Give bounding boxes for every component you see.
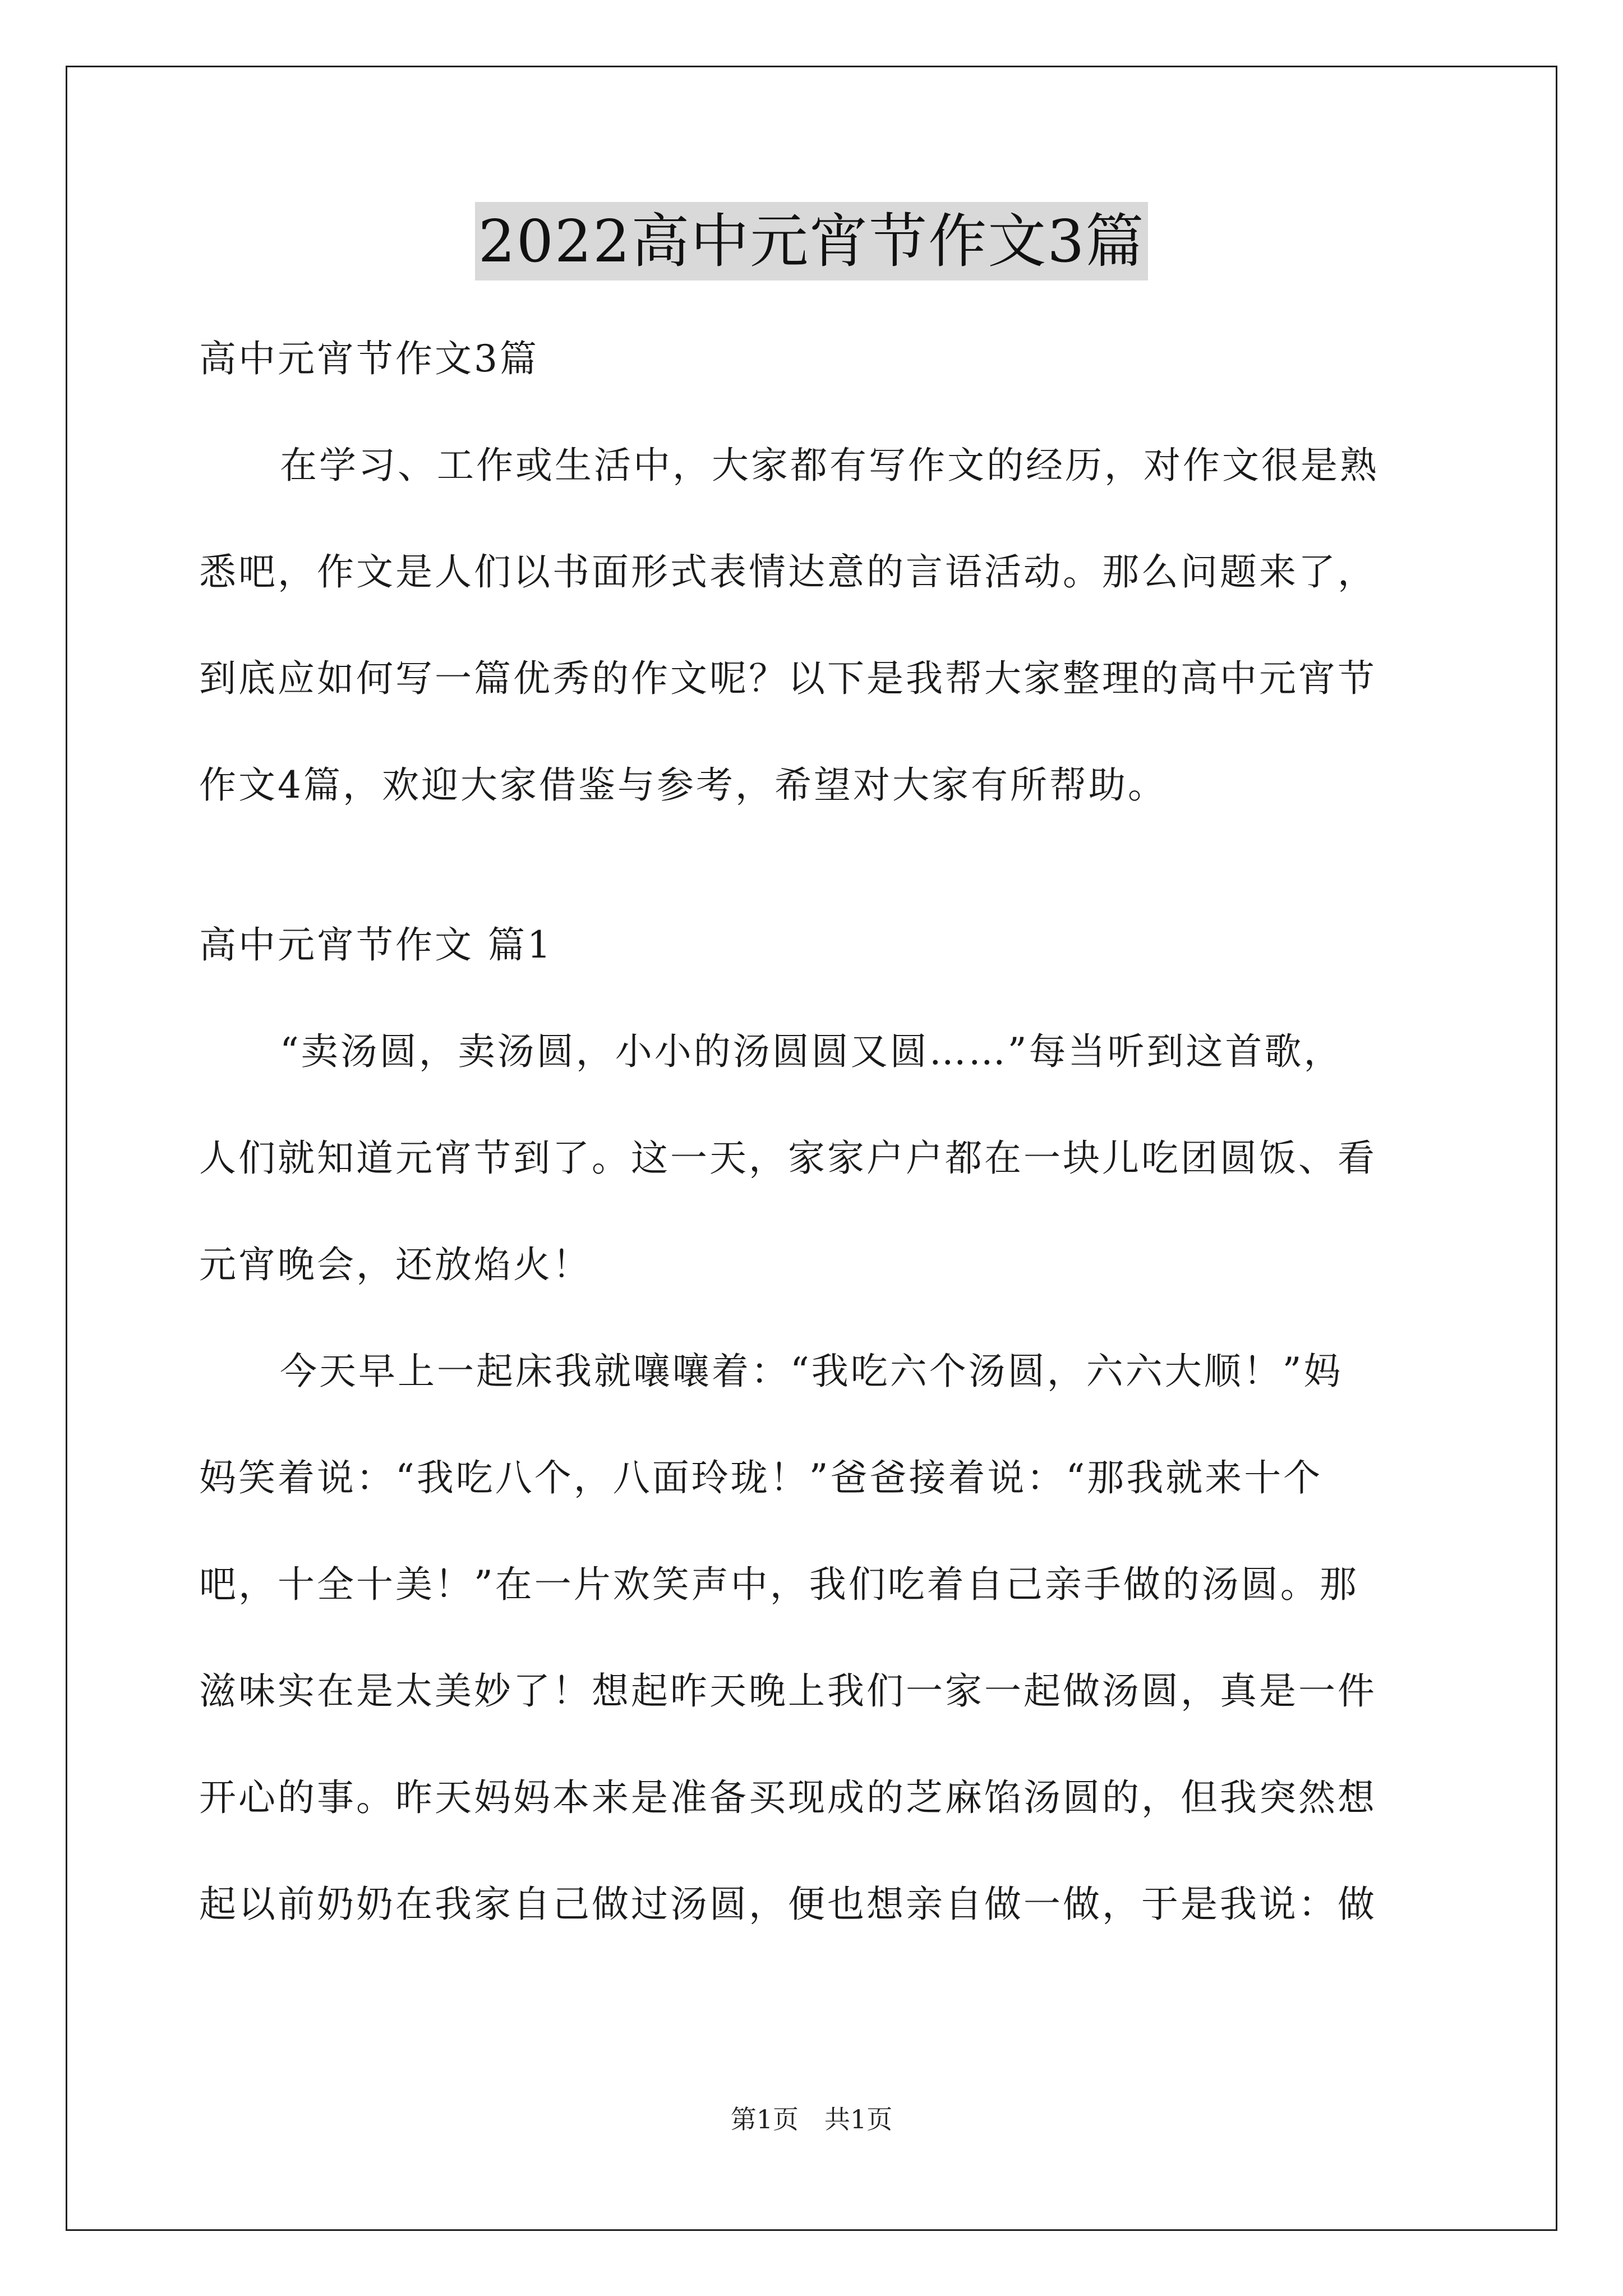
- document-title: 2022高中元宵节作文3篇: [475, 202, 1149, 280]
- section-heading: 高中元宵节作文 篇1: [199, 923, 553, 967]
- page-footer: 第1页 共1页: [730, 2104, 893, 2134]
- paragraph-line: 元宵晚会，还放焰火！: [199, 1243, 592, 1286]
- intro-line: 到底应如何写一篇优秀的作文呢？以下是我帮大家整理的高中元宵节: [199, 657, 1377, 700]
- paragraph-line: “卖汤圆，卖汤圆，小小的汤圆圆又圆……”每当听到这首歌，: [280, 1030, 1343, 1073]
- paragraph-line: 今天早上一起床我就嚷嚷着：“我吃六个汤圆，六六大顺！”妈: [280, 1350, 1343, 1393]
- paragraph-line: 起以前奶奶在我家自己做过汤圆，便也想亲自做一做，于是我说：做: [199, 1883, 1377, 1926]
- essay-paragraph-2: [199, 1318, 1433, 1958]
- paragraph-line: 吧，十全十美！”在一片欢笑声中，我们吃着自己亲手做的汤圆。那: [199, 1563, 1359, 1606]
- intro-paragraph: [199, 412, 1433, 839]
- essay-paragraph-1: [199, 999, 1433, 1318]
- document-subtitle: 高中元宵节作文3篇: [199, 337, 539, 380]
- section-spacer: [199, 839, 1433, 892]
- paragraph-line: 滋味实在是太美妙了！想起昨天晚上我们一家一起做汤圆，真是一件: [199, 1669, 1377, 1713]
- intro-line: 在学习、工作或生活中，大家都有写作文的经历，对作文很是熟: [280, 444, 1379, 487]
- title-container: [0, 202, 1623, 280]
- paragraph-line: 妈笑着说：“我吃八个，八面玲珑！”爸爸接着说：“那我就来十个: [199, 1456, 1323, 1499]
- intro-line: 悉吧，作文是人们以书面形式表情达意的言语活动。那么问题来了，: [199, 550, 1377, 593]
- paragraph-line: 人们就知道元宵节到了。这一天，家家户户都在一块儿吃团圆饭、看: [199, 1137, 1377, 1180]
- intro-line: 作文4篇，欢迎大家借鉴与参考，希望对大家有所帮助。: [199, 763, 1167, 807]
- paragraph-line: 开心的事。昨天妈妈本来是准备买现成的芝麻馅汤圆的，但我突然想: [199, 1776, 1377, 1819]
- document-body: [199, 306, 1433, 1958]
